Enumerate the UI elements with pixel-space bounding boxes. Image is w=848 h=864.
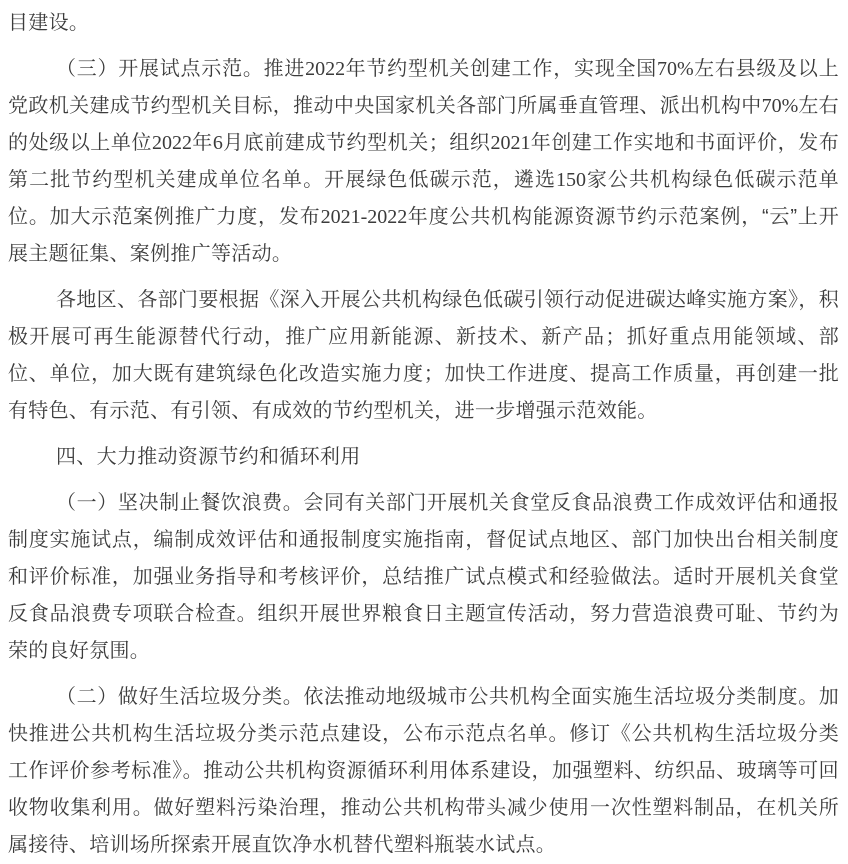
paragraph-item-1-stop-food-waste: （一）坚决制止餐饮浪费。会同有关部门开展机关食堂反食品浪费工作成效评估和通报制度实施试点，编制成效评估和通报制度实施指南，督促试点地区、部门加快出台相关制度和评价标准，加强业务指导和考核评价，总结推广试点模式和经验做法。适时开展机关食堂反食品浪费专项联合检查。组织开展世界粮食日主题宣传活动，努力营造浪费可耻、节约为荣的良好氛围。	[8, 492, 839, 662]
section-heading-4-resource-recycling: 四、大力推动资源节约和循环利用	[56, 446, 361, 468]
paragraph-continuation: 目建设。	[8, 12, 90, 34]
paragraph-item-3-pilot-demonstration: （三）开展试点示范。推进2022年节约型机关创建工作，实现全国70%左右县级及以上党政机关建成节约型机关目标，推动中央国家机关各部门所属垂直管理、派出机构中70%左右的处级以上单位2022年6月底前建成节约型机关；组织2021年创建工作实地和书面评价，发布第二批节约型机关建成单位名单。开展绿色低碳示范，遴选150家公共机构绿色低碳示范单位。加大示范案例推广力度，发布2021-2022年度公共机构能源资源节约示范案例，“云”上开展主题征集、案例推广等活动。	[8, 58, 840, 265]
paragraph-regions-departments: 各地区、各部门要根据《深入开展公共机构绿色低碳引领行动促进碳达峰实施方案》，积极开展可再生能源替代行动，推广应用新能源、新技术、新产品；抓好重点用能领域、部位、单位，加大既有建筑绿色化改造实施力度；加快工作进度、提高工作质量，再创建一批有特色、有示范、有引领、有成效的节约型机关，进一步增强示范效能。	[8, 289, 839, 422]
paragraph-item-2-garbage-sorting: （二）做好生活垃圾分类。依法推动地级城市公共机构全面实施生活垃圾分类制度。加快推进公共机构生活垃圾分类示范点建设，公布示范点名单。修订《公共机构生活垃圾分类工作评价参考标准》。推动公共机构资源循环利用体系建设，加强塑料、纺织品、玻璃等可回收物收集利用。做好塑料污染治理，推动公共机构带头减少使用一次性塑料制品，在机关所属接待、培训场所探索开展直饮净水机替代塑料瓶装水试点。	[8, 686, 839, 856]
